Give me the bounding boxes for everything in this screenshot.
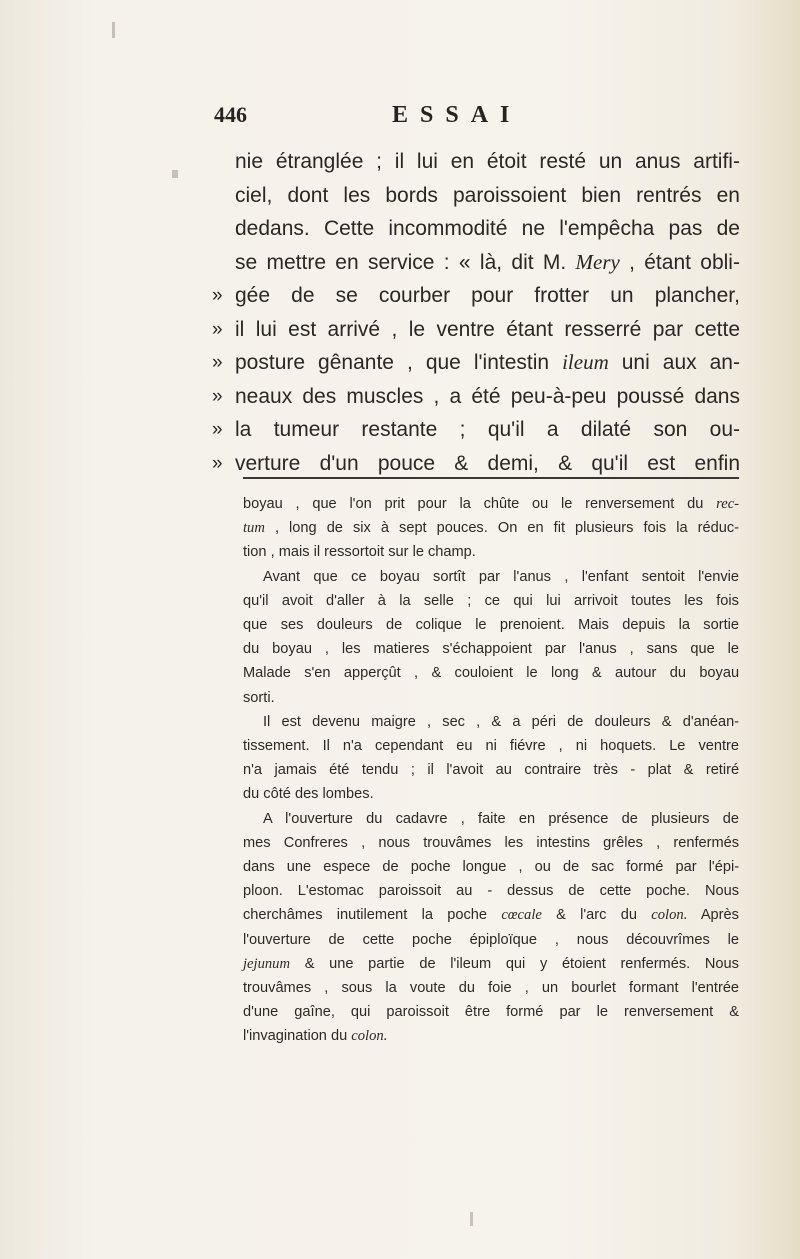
text-line-content: posture gênante , que l'intestin ileum uni aux an- (235, 350, 740, 374)
footnote-line: n'a jamais été tendu ; il l'avoit au contraire très - plat & retiré (243, 762, 740, 779)
text-line-content: dedans. Cette incommodité ne l'empêcha pas de (235, 217, 740, 240)
text-line-content: verture d'un pouce & demi, & qu'il est enfin (235, 451, 741, 475)
text-line-content: gée de se courber pour frotter un plancher, (235, 284, 740, 307)
text-line (235, 246, 740, 280)
quote-mark: » (212, 318, 223, 340)
footnote-line: cherchâmes inutilement la poche cœcale & l'arc du colon. Après (243, 907, 739, 924)
footnote-divider (243, 477, 739, 479)
running-head: ESSAI (392, 102, 522, 128)
text-line (212, 346, 740, 380)
footnote-line: d'une gaîne, qui paroissoit être formé par le renversement & (243, 1004, 739, 1021)
footnote-line: boyau , que l'on prit pour la chûte ou le renversement du rec- (243, 496, 740, 512)
text-line (235, 212, 740, 246)
page-number: 446 (214, 102, 247, 127)
quote-mark: » (212, 452, 223, 474)
text-line-content: il lui est arrivé , le ventre étant resserré par cette (235, 317, 741, 341)
text-line (212, 313, 741, 347)
footnote-line: Avant que ce boyau sortît par l'anus , l'enfant sentoit l'envie (263, 568, 740, 585)
text-line (212, 413, 741, 447)
footnote-paragraph (243, 807, 739, 1049)
footnote-line: l'ouverture de cette poche épiploïque , nous découvrîmes le (243, 931, 739, 948)
text-line (212, 279, 740, 313)
main-text (212, 145, 741, 480)
footnote-line: que ses douleurs de colique le prenoient. Mais depuis la sortie (243, 617, 739, 634)
footnote-paragraph (243, 710, 739, 807)
text-line-content: neaux des muscles , a été peu-à-peu poussé dans (235, 384, 740, 408)
footnote-line: du boyau , les matieres s'échappoient par l'anus , sans que le (243, 641, 739, 658)
text-line-content: ciel, dont les bords paroissoient bien rentrés en (235, 183, 740, 207)
paper-speck (470, 1212, 473, 1226)
footnote-line: tissement. Il n'a cependant eu ni fiévre , ni hoquets. Le ventre (243, 738, 740, 755)
footnote-line: ploon. L'estomac paroissoit au - dessus de cette poche. Nous (243, 883, 740, 900)
text-line-content: nie étranglée ; il lui en étoit resté un anus artifi- (235, 150, 740, 173)
text-line-content: se mettre en service : « là, dit M. Mery , étant obli- (235, 249, 740, 274)
page-header (214, 102, 694, 138)
paper-speck (172, 170, 178, 178)
text-line (212, 380, 740, 414)
quote-mark: » (212, 285, 223, 306)
footnote-line: Malade s'en apperçût , & couloient le long & autour du boyau (243, 665, 740, 682)
text-line (235, 145, 740, 179)
quote-mark: » (212, 385, 223, 407)
footnote-paragraph (243, 492, 739, 565)
footnote-line: mes Confreres , nous trouvâmes les intestins grêles , renfermés (243, 834, 740, 851)
footnote-line: A l'ouverture du cadavre , faite en présence de plusieurs de (263, 810, 739, 827)
footnote-line: Il est devenu maigre , sec , & a péri de douleurs & d'anéan- (263, 713, 740, 730)
footnote-line: du côté des lombes. (243, 786, 374, 803)
footnote (243, 492, 739, 1049)
paper-speck (112, 22, 115, 38)
footnote-line: dans une espece de poche longue , ou de sac formé par l'épi- (243, 859, 740, 876)
quote-mark: » (212, 352, 223, 373)
text-line (235, 179, 740, 213)
footnote-line: qu'il avoit d'aller à la selle ; ce qui lui arrivoit toutes les fois (243, 592, 739, 609)
quote-mark: » (212, 419, 223, 440)
footnote-line: jejunum & une partie de l'ileum qui y étoient renfermés. Nous (243, 955, 739, 972)
footnote-line: l'invagination du colon. (243, 1028, 388, 1045)
footnote-paragraph (243, 565, 739, 710)
footnote-line: sorti. (243, 689, 275, 706)
footnote-line: trouvâmes , sous la voute du foie , un bourlet formant l'entrée (243, 980, 740, 997)
text-line (212, 447, 741, 481)
footnote-line: tion , mais il ressortoit sur le champ. (243, 544, 476, 561)
footnote-line: tum , long de six à sept pouces. On en fit plusieurs fois la réduc- (243, 520, 740, 537)
text-line-content: la tumeur restante ; qu'il a dilaté son ou- (235, 418, 741, 441)
